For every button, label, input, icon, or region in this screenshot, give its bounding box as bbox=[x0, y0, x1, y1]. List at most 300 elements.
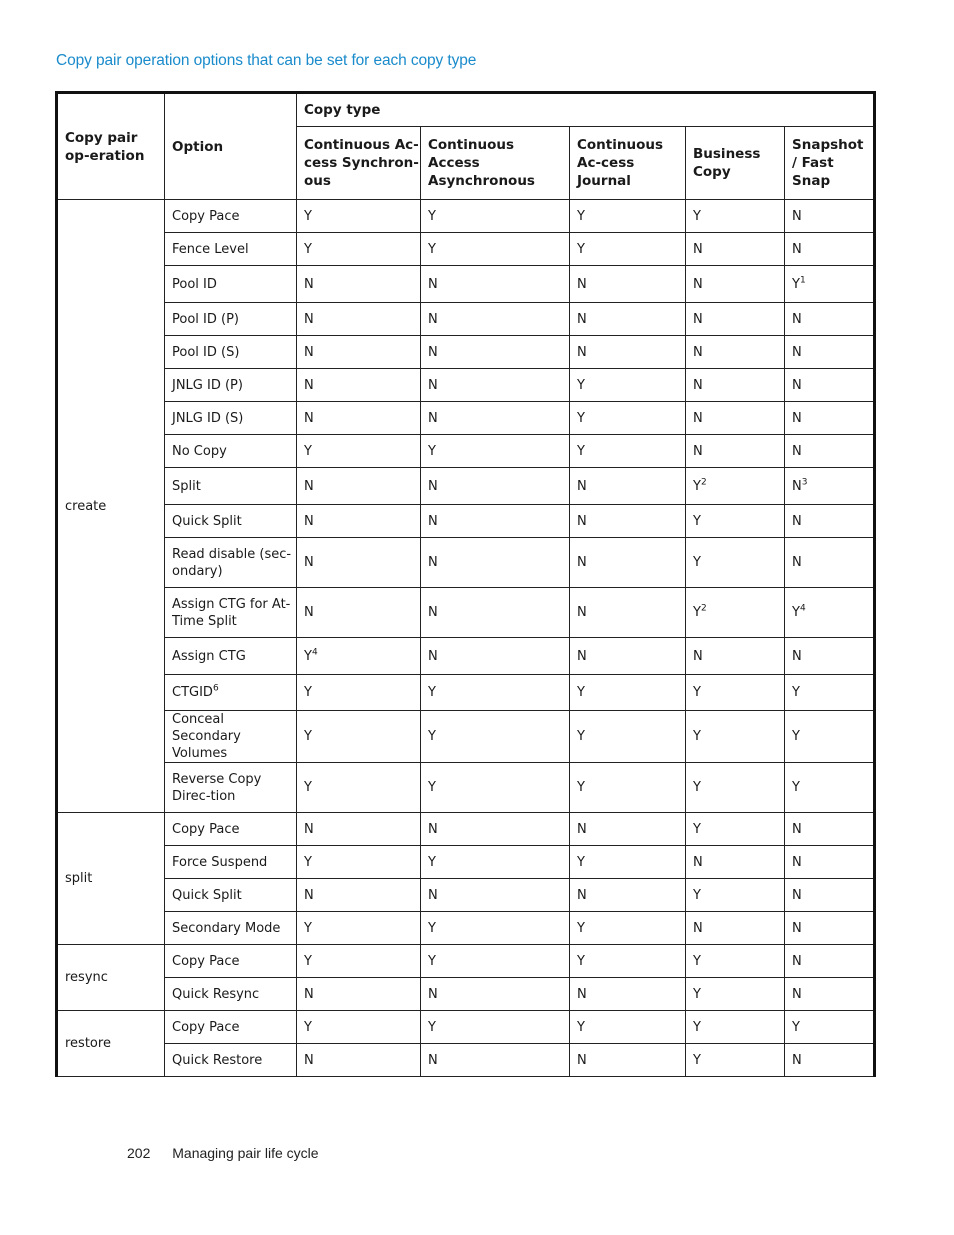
option-label: Quick Split bbox=[172, 887, 242, 903]
value-text: N bbox=[693, 648, 703, 664]
table-row bbox=[57, 266, 875, 303]
value-cell bbox=[785, 538, 875, 588]
value-text: N bbox=[693, 311, 703, 327]
value-text: Y bbox=[792, 685, 800, 700]
value-text: N bbox=[577, 821, 587, 837]
value-text: Y bbox=[693, 1019, 701, 1035]
value-text: N bbox=[304, 513, 314, 529]
value-cell bbox=[570, 711, 686, 763]
value-cell bbox=[785, 813, 875, 846]
option-label: Pool ID bbox=[172, 276, 217, 292]
header-type: Business Copy bbox=[686, 127, 785, 200]
value-cell bbox=[785, 402, 875, 435]
table-row bbox=[57, 468, 875, 505]
value-text: N bbox=[577, 1052, 587, 1068]
value-cell bbox=[686, 538, 785, 588]
value-cell bbox=[686, 846, 785, 879]
value-cell bbox=[570, 402, 686, 435]
value-cell bbox=[570, 200, 686, 233]
value-text: Y bbox=[304, 443, 312, 459]
option-cell bbox=[165, 912, 297, 945]
value-cell bbox=[686, 468, 785, 505]
value-text: N bbox=[577, 344, 587, 360]
value-cell bbox=[297, 468, 421, 505]
value-cell bbox=[686, 435, 785, 468]
value-cell bbox=[570, 1011, 686, 1044]
option-cell bbox=[165, 538, 297, 588]
table-row bbox=[57, 402, 875, 435]
table-row bbox=[57, 303, 875, 336]
value-cell bbox=[570, 846, 686, 879]
value-cell bbox=[785, 1011, 875, 1044]
value-cell bbox=[421, 675, 570, 711]
value-cell bbox=[570, 638, 686, 675]
value-cell bbox=[686, 505, 785, 538]
value-text: N bbox=[577, 555, 587, 570]
header-type: Continuous Ac-cess Journal bbox=[570, 127, 686, 200]
value-text: N bbox=[428, 1052, 438, 1068]
value-cell bbox=[785, 468, 875, 505]
option-cell bbox=[165, 200, 297, 233]
value-text: N bbox=[693, 854, 703, 870]
value-text: N bbox=[428, 377, 438, 393]
value-text: N bbox=[577, 986, 587, 1002]
value-text: N bbox=[428, 311, 438, 327]
value-text: Y bbox=[428, 241, 436, 257]
footnote-ref: 2 bbox=[700, 477, 707, 488]
value-text: Y bbox=[693, 821, 701, 837]
value-cell bbox=[686, 675, 785, 711]
table-row bbox=[57, 1044, 875, 1077]
option-label: Pool ID (S) bbox=[172, 344, 240, 360]
value-cell bbox=[297, 763, 421, 813]
value-cell bbox=[297, 505, 421, 538]
value-text: N bbox=[792, 241, 802, 257]
footnote-ref: 4 bbox=[799, 603, 806, 614]
value-cell bbox=[570, 763, 686, 813]
value-cell bbox=[570, 435, 686, 468]
option-cell bbox=[165, 879, 297, 912]
option-cell bbox=[165, 369, 297, 402]
value-text: Y bbox=[693, 685, 701, 700]
value-cell bbox=[686, 763, 785, 813]
value-text: Y bbox=[693, 986, 701, 1002]
option-label: Fence Level bbox=[172, 241, 249, 257]
value-cell bbox=[686, 945, 785, 978]
option-cell bbox=[165, 846, 297, 879]
value-text: Y bbox=[792, 276, 800, 292]
table-row bbox=[57, 912, 875, 945]
value-cell bbox=[570, 303, 686, 336]
value-cell bbox=[297, 266, 421, 303]
table-row bbox=[57, 233, 875, 266]
value-text: N bbox=[693, 241, 703, 257]
value-text: Y bbox=[304, 685, 312, 700]
value-cell bbox=[297, 369, 421, 402]
value-cell bbox=[785, 303, 875, 336]
value-text: Y bbox=[304, 648, 312, 664]
value-text: Y bbox=[577, 443, 585, 459]
value-text: N bbox=[693, 344, 703, 360]
value-cell bbox=[297, 336, 421, 369]
value-text: Y bbox=[304, 241, 312, 257]
value-cell bbox=[297, 978, 421, 1011]
value-text: N bbox=[792, 854, 802, 870]
option-label: Pool ID (P) bbox=[172, 311, 239, 327]
value-text: Y bbox=[577, 685, 585, 700]
footnote-ref: 3 bbox=[801, 477, 808, 488]
value-text: N bbox=[428, 478, 438, 494]
table-row bbox=[57, 638, 875, 675]
header-copy-type: Copy type bbox=[297, 93, 875, 127]
value-cell bbox=[686, 1011, 785, 1044]
value-text: N bbox=[577, 478, 587, 494]
value-text: N bbox=[792, 377, 802, 393]
value-cell bbox=[421, 1011, 570, 1044]
value-text: Y bbox=[428, 729, 436, 744]
operation-cell: split bbox=[57, 813, 165, 945]
value-text: Y bbox=[792, 605, 800, 620]
table-row bbox=[57, 369, 875, 402]
value-cell bbox=[686, 912, 785, 945]
value-cell bbox=[570, 945, 686, 978]
table-row bbox=[57, 813, 875, 846]
value-cell bbox=[297, 1044, 421, 1077]
table-row bbox=[57, 336, 875, 369]
value-cell bbox=[570, 588, 686, 638]
value-cell bbox=[785, 879, 875, 912]
value-text: N bbox=[428, 648, 438, 664]
value-text: N bbox=[792, 821, 802, 837]
value-text: Y bbox=[428, 685, 436, 700]
value-text: N bbox=[304, 605, 314, 620]
value-cell bbox=[686, 200, 785, 233]
value-cell bbox=[570, 978, 686, 1011]
option-cell bbox=[165, 711, 297, 763]
value-cell bbox=[570, 879, 686, 912]
value-cell bbox=[686, 711, 785, 763]
value-text: Y bbox=[693, 953, 701, 969]
value-cell bbox=[686, 813, 785, 846]
page-footer bbox=[127, 1145, 319, 1161]
value-cell bbox=[686, 303, 785, 336]
option-label: JNLG ID (P) bbox=[172, 377, 243, 393]
value-text: N bbox=[693, 276, 703, 292]
footnote-ref: 2 bbox=[700, 603, 707, 614]
footer-section-title: Managing pair life cycle bbox=[172, 1145, 319, 1161]
value-text: N bbox=[304, 478, 314, 494]
value-cell bbox=[785, 945, 875, 978]
value-text: Y bbox=[428, 920, 436, 936]
value-cell bbox=[421, 588, 570, 638]
value-cell bbox=[785, 1044, 875, 1077]
value-cell bbox=[421, 638, 570, 675]
value-text: Y bbox=[428, 953, 436, 969]
table-row bbox=[57, 675, 875, 711]
value-text: Y bbox=[428, 854, 436, 870]
value-text: N bbox=[304, 821, 314, 837]
value-text: N bbox=[693, 377, 703, 393]
value-text: Y bbox=[792, 1019, 800, 1035]
option-label: Copy Pace bbox=[172, 208, 240, 224]
value-text: N bbox=[428, 986, 438, 1002]
value-cell bbox=[297, 402, 421, 435]
option-cell bbox=[165, 588, 297, 638]
value-cell bbox=[421, 468, 570, 505]
option-label: Reverse Copy Direc-tion bbox=[172, 771, 262, 804]
option-label: Copy Pace bbox=[172, 821, 240, 837]
value-text: N bbox=[792, 311, 802, 327]
value-text: Y bbox=[428, 1019, 436, 1035]
option-label: Split bbox=[172, 478, 201, 494]
value-text: Y bbox=[577, 729, 585, 744]
value-text: N bbox=[577, 605, 587, 620]
value-text: N bbox=[792, 555, 802, 570]
value-text: Y bbox=[693, 887, 701, 903]
value-cell bbox=[785, 505, 875, 538]
value-cell bbox=[686, 233, 785, 266]
operation-cell: restore bbox=[57, 1011, 165, 1077]
option-cell bbox=[165, 978, 297, 1011]
value-text: Y bbox=[304, 953, 312, 969]
value-text: Y bbox=[693, 513, 701, 529]
option-label: Quick Restore bbox=[172, 1052, 263, 1068]
table-row bbox=[57, 945, 875, 978]
value-text: N bbox=[577, 887, 587, 903]
value-text: Y bbox=[693, 780, 701, 795]
value-cell bbox=[297, 813, 421, 846]
value-cell bbox=[570, 233, 686, 266]
value-cell bbox=[570, 336, 686, 369]
footnote-ref: 1 bbox=[799, 275, 806, 286]
value-text: Y bbox=[693, 208, 701, 224]
table-row bbox=[57, 538, 875, 588]
header-option: Option bbox=[165, 93, 297, 200]
table-row bbox=[57, 879, 875, 912]
value-text: N bbox=[428, 276, 438, 292]
value-cell bbox=[421, 402, 570, 435]
table-row bbox=[57, 763, 875, 813]
value-text: N bbox=[693, 410, 703, 426]
option-label: Secondary Mode bbox=[172, 920, 281, 936]
header-type: Continuous Ac-cess Synchron-ous bbox=[297, 127, 421, 200]
value-text: N bbox=[792, 1052, 802, 1068]
value-cell bbox=[297, 435, 421, 468]
value-cell bbox=[785, 266, 875, 303]
value-text: N bbox=[792, 513, 802, 529]
table-row bbox=[57, 200, 875, 233]
value-text: N bbox=[304, 377, 314, 393]
option-label: Copy Pace bbox=[172, 1019, 240, 1035]
value-text: Y bbox=[577, 1019, 585, 1035]
header-operation: Copy pair op-eration bbox=[57, 93, 165, 200]
option-label: Assign CTG for At-Time Split bbox=[172, 596, 291, 629]
value-cell bbox=[421, 846, 570, 879]
value-text: N bbox=[792, 344, 802, 360]
option-label: Conceal Secondary Volumes bbox=[172, 712, 241, 761]
value-cell bbox=[686, 638, 785, 675]
option-cell bbox=[165, 402, 297, 435]
value-text: N bbox=[304, 887, 314, 903]
value-cell bbox=[421, 763, 570, 813]
value-cell bbox=[686, 402, 785, 435]
table-row bbox=[57, 1011, 875, 1044]
value-text: Y bbox=[428, 443, 436, 459]
value-text: Y bbox=[304, 729, 312, 744]
table-row bbox=[57, 435, 875, 468]
value-cell bbox=[785, 200, 875, 233]
value-cell bbox=[785, 588, 875, 638]
value-cell bbox=[421, 435, 570, 468]
value-text: Y bbox=[693, 605, 701, 620]
value-cell bbox=[785, 978, 875, 1011]
option-cell bbox=[165, 945, 297, 978]
value-text: N bbox=[792, 920, 802, 936]
value-text: N bbox=[792, 986, 802, 1002]
value-cell bbox=[785, 846, 875, 879]
option-label: Force Suspend bbox=[172, 854, 268, 870]
option-label: Quick Split bbox=[172, 513, 242, 529]
value-cell bbox=[421, 336, 570, 369]
value-cell bbox=[785, 638, 875, 675]
value-text: Y bbox=[428, 208, 436, 224]
value-cell bbox=[421, 945, 570, 978]
option-cell bbox=[165, 763, 297, 813]
value-cell bbox=[297, 303, 421, 336]
option-label: CTGID bbox=[172, 685, 213, 700]
value-text: N bbox=[428, 344, 438, 360]
value-cell bbox=[686, 879, 785, 912]
value-cell bbox=[421, 978, 570, 1011]
value-text: N bbox=[304, 410, 314, 426]
value-text: N bbox=[304, 311, 314, 327]
value-text: Y bbox=[304, 780, 312, 795]
value-cell bbox=[570, 468, 686, 505]
value-cell bbox=[297, 538, 421, 588]
value-text: N bbox=[428, 555, 438, 570]
value-cell bbox=[785, 435, 875, 468]
value-text: N bbox=[577, 311, 587, 327]
value-cell bbox=[297, 638, 421, 675]
value-text: N bbox=[428, 410, 438, 426]
option-cell bbox=[165, 638, 297, 675]
table-row bbox=[57, 846, 875, 879]
option-cell bbox=[165, 303, 297, 336]
table-row bbox=[57, 978, 875, 1011]
value-text: N bbox=[792, 648, 802, 664]
value-cell bbox=[421, 505, 570, 538]
value-cell bbox=[421, 1044, 570, 1077]
value-cell bbox=[570, 675, 686, 711]
value-text: N bbox=[428, 605, 438, 620]
value-text: Y bbox=[577, 920, 585, 936]
option-cell bbox=[165, 813, 297, 846]
value-cell bbox=[686, 336, 785, 369]
option-cell bbox=[165, 336, 297, 369]
option-cell bbox=[165, 266, 297, 303]
footnote-ref: 4 bbox=[311, 647, 318, 658]
value-cell bbox=[785, 763, 875, 813]
value-cell bbox=[570, 505, 686, 538]
value-text: N bbox=[428, 513, 438, 529]
value-cell bbox=[785, 711, 875, 763]
value-text: N bbox=[304, 1052, 314, 1068]
page-number: 202 bbox=[127, 1145, 151, 1161]
value-cell bbox=[570, 912, 686, 945]
value-cell bbox=[686, 266, 785, 303]
value-cell bbox=[297, 588, 421, 638]
value-cell bbox=[686, 588, 785, 638]
value-cell bbox=[297, 233, 421, 266]
value-text: N bbox=[792, 887, 802, 903]
value-text: Y bbox=[577, 208, 585, 224]
value-text: Y bbox=[304, 208, 312, 224]
value-text: N bbox=[304, 276, 314, 292]
value-text: Y bbox=[693, 555, 701, 570]
table-row bbox=[57, 588, 875, 638]
value-text: Y bbox=[304, 920, 312, 936]
value-text: N bbox=[693, 920, 703, 936]
value-text: Y bbox=[693, 729, 701, 744]
value-text: Y bbox=[304, 854, 312, 870]
option-label: Read disable (sec-ondary) bbox=[172, 546, 292, 579]
option-label: Copy Pace bbox=[172, 953, 240, 969]
value-cell bbox=[686, 1044, 785, 1077]
value-text: N bbox=[577, 513, 587, 529]
value-text: Y bbox=[577, 854, 585, 870]
table-caption: Copy pair operation options that can be set for each copy type bbox=[56, 52, 477, 69]
value-cell bbox=[297, 711, 421, 763]
table-body bbox=[57, 200, 875, 1077]
value-cell bbox=[686, 369, 785, 402]
value-text: Y bbox=[792, 780, 800, 795]
option-cell bbox=[165, 233, 297, 266]
value-cell bbox=[785, 233, 875, 266]
value-cell bbox=[297, 879, 421, 912]
value-cell bbox=[421, 369, 570, 402]
option-label: No Copy bbox=[172, 443, 227, 459]
value-cell bbox=[421, 711, 570, 763]
value-text: Y bbox=[428, 780, 436, 795]
value-cell bbox=[570, 369, 686, 402]
value-cell bbox=[421, 303, 570, 336]
value-cell bbox=[421, 233, 570, 266]
option-cell bbox=[165, 505, 297, 538]
value-text: Y bbox=[577, 780, 585, 795]
value-cell bbox=[785, 912, 875, 945]
value-cell bbox=[421, 912, 570, 945]
option-cell bbox=[165, 468, 297, 505]
header-type: Continuous Access Asynchronous bbox=[421, 127, 570, 200]
value-cell bbox=[686, 978, 785, 1011]
value-text: Y bbox=[577, 241, 585, 257]
value-cell bbox=[421, 266, 570, 303]
value-cell bbox=[297, 1011, 421, 1044]
value-cell bbox=[785, 336, 875, 369]
value-cell bbox=[570, 538, 686, 588]
value-text: N bbox=[577, 648, 587, 664]
table-row bbox=[57, 711, 875, 763]
value-text: Y bbox=[693, 1052, 701, 1068]
value-text: Y bbox=[304, 1019, 312, 1035]
value-text: N bbox=[693, 443, 703, 459]
value-text: N bbox=[792, 478, 802, 494]
value-text: Y bbox=[577, 410, 585, 426]
value-text: Y bbox=[693, 478, 701, 494]
value-cell bbox=[421, 813, 570, 846]
value-text: N bbox=[792, 410, 802, 426]
value-cell bbox=[570, 266, 686, 303]
